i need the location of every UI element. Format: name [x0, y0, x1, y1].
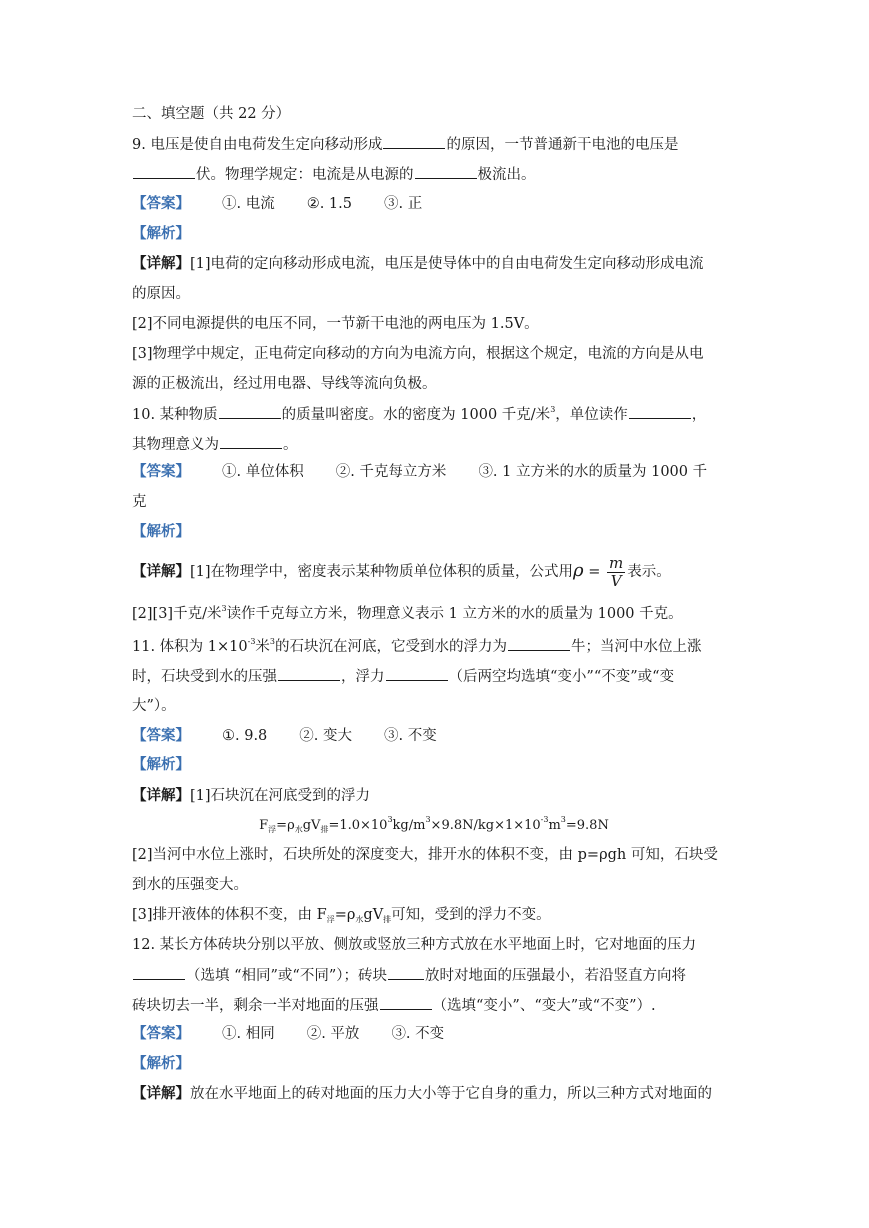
detail-tag: 【详解】	[132, 787, 190, 804]
q12-stem-line3	[132, 995, 742, 1016]
q10-analysis-tag	[132, 522, 742, 542]
q9-stem-line1	[132, 134, 742, 155]
q12-text: （选填“变小”、“变大”或“不变”）.	[432, 998, 656, 1014]
answer-blank	[629, 404, 691, 419]
eq-part: kg/m	[392, 818, 426, 833]
rho-symbol: ρ	[573, 560, 584, 581]
detail-text: [3]排开液体的体积不变，由 F	[132, 907, 327, 923]
superscript: 3	[221, 604, 227, 613]
answer-tag: 【答案】	[132, 727, 190, 744]
q11-stem-line2	[132, 666, 742, 687]
density-fraction	[607, 555, 625, 590]
answer-blank	[278, 666, 340, 681]
answer-item: ③. 1 立方米的水的质量为 1000 千	[478, 464, 708, 480]
detail-text: gV	[363, 907, 384, 923]
detail-tag: 【详解】	[132, 255, 190, 272]
q10-detail-1	[132, 553, 742, 590]
detail-text: =ρ	[334, 907, 356, 923]
answer-item: ①. 单位体积	[222, 464, 304, 480]
q10-text: ，	[691, 407, 707, 423]
q11-text: ，浮力	[341, 669, 385, 685]
answer-item: ②. 千克每立方米	[335, 464, 447, 480]
q10-stem-line2	[132, 434, 742, 455]
q11-detail-2: [2]当河中水位上涨时，石块所处的深度变大，排开水的体积不变，由 p=ρgh 可知，石块受	[132, 847, 718, 863]
q9-detail-3b: 源的正极流出，经过用电器、导线等流向负极。	[132, 376, 437, 392]
detail-tag: 【详解】	[132, 1085, 190, 1102]
q11-text: 时，石块受到水的压强	[132, 669, 277, 685]
q10-text: ，单位读作	[555, 407, 628, 423]
answer-blank	[380, 995, 432, 1010]
analysis-tag: 【解析】	[132, 523, 190, 540]
q12-stem-line1: 12. 某长方体砖块分别以平放、侧放或竖放三种方式放在水平地面上时，它对地面的压力	[132, 937, 697, 953]
q10-text: 其物理意义为	[132, 437, 219, 453]
eq-part: =9.8N	[565, 818, 609, 833]
answer-blank	[388, 965, 424, 980]
superscript: -3	[247, 637, 256, 646]
answer-item: ②. 变大	[299, 728, 352, 744]
answer-blank	[386, 666, 448, 681]
subscript: 水	[294, 825, 303, 834]
q9-analysis-tag	[132, 224, 742, 244]
q9-detail-3: [3]物理学中规定，正电荷定向移动的方向为电流方向，根据这个规定，电流的方向是从电	[132, 346, 704, 362]
eq-part: F	[259, 818, 269, 833]
eq-part: m	[548, 818, 561, 833]
q9-answer	[132, 194, 742, 214]
superscript: 3	[550, 405, 556, 414]
analysis-tag: 【解析】	[132, 1055, 190, 1072]
detail-text: 表示。	[627, 564, 671, 580]
subscript: 排	[383, 915, 392, 924]
q11-detail-1	[132, 786, 742, 806]
q9-text: 伏。物理学规定：电流是从电源的	[196, 167, 414, 183]
answer-blank	[415, 164, 477, 179]
detail-text: [1]石块沉在河底受到的浮力	[190, 788, 371, 804]
answer-item: ①. 电流	[222, 196, 275, 212]
buoyancy-equation	[64, 816, 804, 836]
subscript: 水	[355, 915, 364, 924]
detail-text: [2][3]千克/米	[132, 606, 222, 622]
superscript: 3	[425, 815, 431, 824]
q11-detail-2b: 到水的压强变大。	[132, 877, 248, 893]
q11-text: 11. 体积为 1×10	[132, 639, 248, 655]
eq-part: =1.0×10	[328, 818, 388, 833]
answer-item: ②. 1.5	[306, 196, 352, 212]
subscript: 浮	[268, 825, 277, 834]
q11-stem-line1	[132, 636, 742, 657]
detail-text: [1]电荷的定向移动形成电流，电压是使导体中的自由电荷发生定向移动形成电流	[190, 256, 704, 272]
answer-item: ①. 9.8	[222, 728, 268, 744]
answer-item: ①. 相同	[222, 1026, 275, 1042]
q11-answer	[132, 726, 742, 746]
q9-text: 的原因，一节普通新干电池的电压是	[446, 137, 679, 153]
subscript: 浮	[326, 915, 335, 924]
superscript: 3	[269, 637, 275, 646]
q10-detail-2	[132, 604, 742, 624]
q11-text: 牛；当河中水位上涨	[571, 639, 702, 655]
q12-analysis-tag	[132, 1054, 742, 1074]
eq-part: gV	[302, 818, 321, 833]
q9-detail-1b: 的原因。	[132, 286, 190, 302]
answer-tag: 【答案】	[132, 195, 190, 212]
detail-text: 读作千克每立方米，物理意义表示 1 立方米的水的质量为 1000 千克。	[226, 606, 683, 622]
detail-tag: 【详解】	[132, 563, 190, 580]
q9-detail-1	[132, 254, 742, 274]
equals-sign: =	[583, 564, 606, 580]
answer-item: ③. 正	[384, 196, 423, 212]
fraction-numerator: m	[609, 553, 624, 572]
q11-text: （后两空均选填“变小”“不变”或“变	[448, 669, 675, 685]
answer-blank	[220, 434, 282, 449]
answer-item: ③. 不变	[391, 1026, 445, 1042]
q12-text: （选填 “相同”或“不同”）；砖块	[186, 968, 388, 984]
q10-stem-line1	[132, 404, 742, 425]
q11-analysis-tag	[132, 755, 742, 775]
q12-stem-line2	[132, 965, 742, 986]
section-title: 二、填空题（共 22 分）	[132, 106, 291, 122]
answer-tag: 【答案】	[132, 463, 190, 480]
answer-item: ③. 不变	[384, 728, 437, 744]
q11-detail-3	[132, 905, 742, 925]
q10-answer-cont: 克	[132, 494, 147, 510]
superscript: -3	[540, 815, 549, 824]
q9-detail-2: [2]不同电源提供的电压不同，一节新干电池的两电压为 1.5V。	[132, 316, 539, 332]
subscript: 排	[320, 825, 329, 834]
q10-text: 。	[283, 437, 298, 453]
q10-text: 的质量叫密度。水的密度为 1000 千克/米	[281, 407, 551, 423]
q11-stem-line3: 大”）。	[132, 698, 176, 714]
q12-text: 砖块切去一半，剩余一半对地面的压强	[132, 998, 379, 1014]
q9-text: 9. 电压是使自由电荷发生定向移动形成	[132, 137, 383, 153]
q12-text: 放时对地面的压强最小，若沿竖直方向将	[425, 968, 687, 984]
q12-detail-1	[132, 1084, 742, 1104]
superscript: 3	[560, 815, 566, 824]
q11-text: 米	[255, 639, 270, 655]
analysis-tag: 【解析】	[132, 225, 190, 242]
q9-text: 极流出。	[477, 167, 536, 183]
answer-blank	[133, 965, 185, 980]
answer-blank	[219, 404, 281, 419]
analysis-tag: 【解析】	[132, 756, 190, 773]
answer-blank	[508, 636, 570, 651]
detail-text: [1]在物理学中，密度表示某种物质单位体积的质量，公式用	[190, 564, 574, 580]
answer-blank	[383, 134, 445, 149]
detail-text: 可知，受到的浮力不变。	[391, 907, 551, 923]
superscript: 3	[387, 815, 393, 824]
eq-part: =ρ	[276, 818, 295, 833]
q9-stem-line2	[132, 164, 742, 185]
eq-part: ×9.8N/kg×1×10	[430, 818, 541, 833]
q12-answer	[132, 1024, 742, 1044]
fraction-denominator: V	[610, 571, 622, 590]
q10-answer	[132, 462, 742, 482]
answer-tag: 【答案】	[132, 1025, 190, 1042]
q10-text: 10. 某种物质	[132, 407, 218, 423]
answer-item: ②. 平放	[306, 1026, 360, 1042]
q11-text: 的石块沉在河底，它受到水的浮力为	[275, 639, 507, 655]
answer-blank	[133, 164, 195, 179]
detail-text: 放在水平地面上的砖对地面的压力大小等于它自身的重力，所以三种方式对地面的	[190, 1086, 712, 1102]
